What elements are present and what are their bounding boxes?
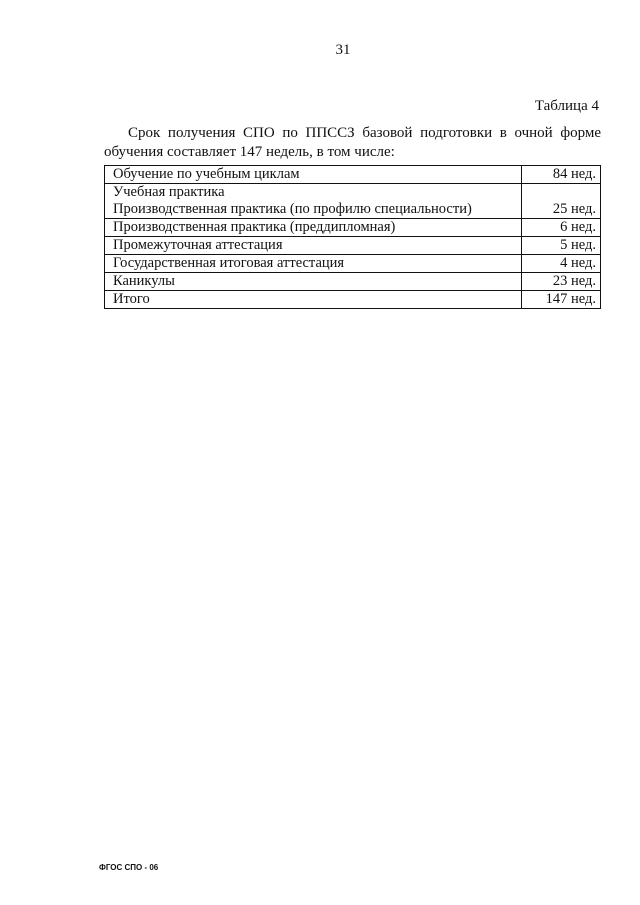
table-row	[105, 237, 601, 255]
row-value: 25 нед.	[522, 184, 601, 219]
row-label: Итого	[105, 291, 522, 309]
table-row	[105, 219, 601, 237]
table-row	[105, 273, 601, 291]
intro-line-1: Срок получения СПО по ППССЗ базовой подготовки в очной форме	[128, 125, 601, 141]
row-label: Каникулы	[105, 273, 522, 291]
row-label: Обучение по учебным циклам	[105, 166, 522, 184]
row-value: 5 нед.	[522, 237, 601, 255]
row-label	[105, 184, 522, 219]
table-caption: Таблица 4	[534, 98, 599, 114]
row-value: 4 нед.	[522, 255, 601, 273]
page-number: 31	[335, 42, 351, 58]
table-row	[105, 291, 601, 309]
row-value: 147 нед.	[522, 291, 601, 309]
table-row	[105, 255, 601, 273]
row-label: Промежуточная аттестация	[105, 237, 522, 255]
intro-paragraph	[104, 124, 601, 162]
row-label-line: Производственная практика (по профилю специальности)	[113, 201, 472, 217]
table-row	[105, 166, 601, 184]
row-label: Производственная практика (преддипломная)	[105, 219, 522, 237]
intro-line-2: обучения составляет 147 недель, в том числе:	[104, 144, 395, 160]
row-label: Государственная итоговая аттестация	[105, 255, 522, 273]
row-value: 6 нед.	[522, 219, 601, 237]
row-label-line: Учебная практика	[113, 184, 225, 200]
table-row	[105, 184, 601, 219]
footer-document-code: ФГОС СПО - 06	[99, 863, 159, 872]
row-value: 84 нед.	[522, 166, 601, 184]
row-value: 23 нед.	[522, 273, 601, 291]
study-duration-table	[104, 165, 601, 309]
